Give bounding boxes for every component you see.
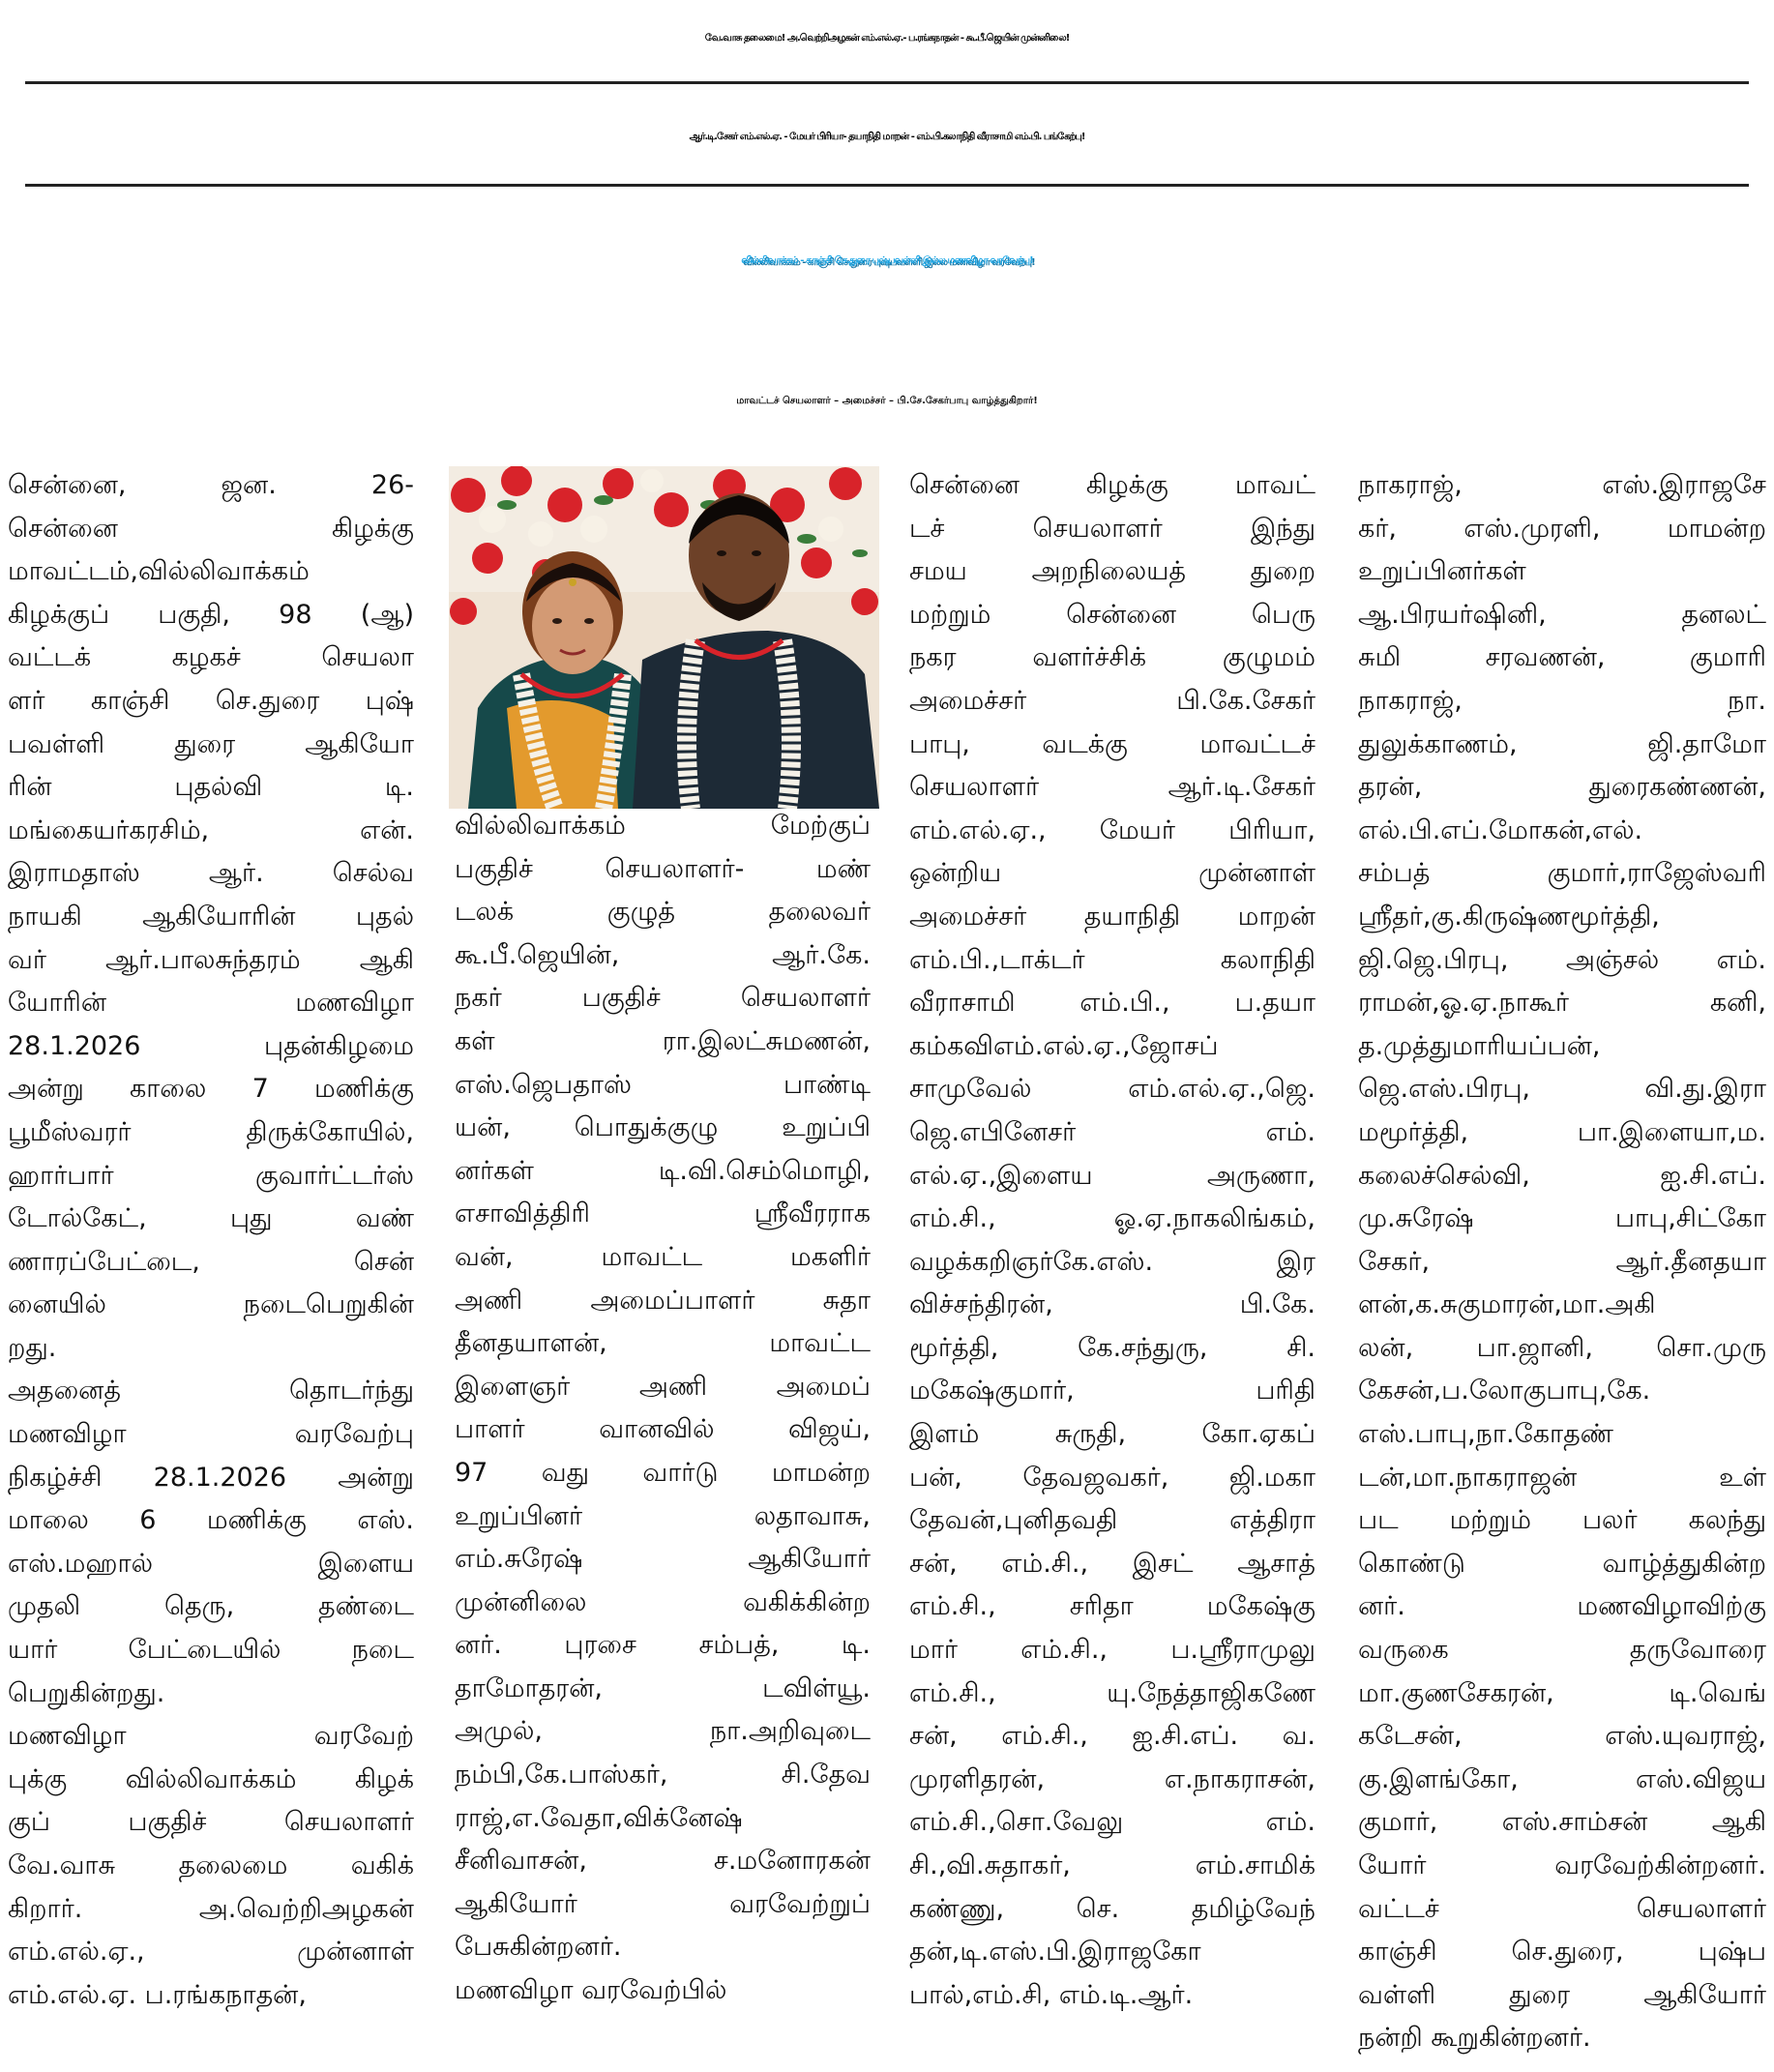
article-line: கம்கவிஎம்.எல்.ஏ.,ஜோசப் [909, 1030, 1219, 1061]
article-line: செயலாளர் ஆர்.டி.சேகர் [909, 772, 1316, 803]
article-line: மார் எம்.சி., ப.ஸ்ரீராமுலு [909, 1635, 1316, 1666]
article-line: பால்,எம்.சி, எம்.டி.ஆர். [909, 1979, 1194, 2010]
article-line: எம்.எல்.ஏ., முன்னாள் [8, 1937, 414, 1968]
couple-photo-illustration [449, 466, 879, 809]
article-line: எம்.சி., யு.நேத்தாஜிகணே [909, 1677, 1316, 1708]
article-line: 28.1.2026 புதன்கிழமை [8, 1030, 414, 1061]
article-line: நகர வளர்ச்சிக் குழுமம் [909, 642, 1316, 673]
article-line: வட்டச் செயலாளர் [1358, 1893, 1766, 1924]
article-line: பாபு, வடக்கு மாவட்டச் [909, 728, 1316, 759]
article-line: வர் ஆர்.பாலசுந்தரம் ஆகி [8, 944, 414, 975]
article-line: வள்ளி துரை ஆகியோர் [1358, 1979, 1766, 2010]
article-line: யோரின் மணவிழா [8, 988, 414, 1019]
kicker-line-2: ஆர்.டி.சேகர் எம்.எல்.ஏ. - மேயர் பிரியா- தயாநிதி மாறன் - எம்.பி.கலாநிதி வீராசாமி எம்.பி. பங்கேற்பு! [689, 132, 1085, 142]
article-line: அன்று காலை 7 மணிக்கு [8, 1074, 414, 1105]
article-line: மாலை 6 மணிக்கு எஸ். [8, 1505, 414, 1536]
article-line: விச்சந்திரன், பி.கே. [909, 1289, 1316, 1320]
article-line: ஆ.பிரயர்ஷினி, தனலட் [1358, 599, 1766, 630]
kicker-line-1: வே.வாசு தலைமை! அ.வெற்றிஅழகன் எம்.எல்.ஏ.- ப.ரங்கநாதன் - கூ.பீ.ஜெயின் முன்னிலை! [704, 33, 1070, 44]
article-line: அமைச்சர் தயாநிதி மாறன் [909, 901, 1316, 932]
article-line: எம்.சி., ஓ.ஏ.நாகலிங்கம், [909, 1203, 1316, 1234]
article-line: டச் செயலாளர் இந்து [909, 513, 1316, 544]
divider-rule [25, 184, 1749, 187]
article-line: யோர் வரவேற்கின்றனர். [1358, 1850, 1766, 1880]
article-line: ளன்,க.சுகுமாரன்,மா.அகி [1358, 1289, 1656, 1320]
article-line: றது. [8, 1332, 57, 1363]
article-line: முரளிதரன், எ.நாகராசன், [909, 1763, 1316, 1794]
article-line: த.முத்துமாரியப்பன், [1358, 1030, 1601, 1061]
article-line: உறுப்பினர்கள் [1358, 556, 1526, 587]
article-line: சேகர், ஆர்.தீனதயா [1358, 1246, 1766, 1277]
article-line: சீனிவாசன், ச.மனோரகன் [455, 1846, 871, 1877]
article-column-2 [455, 805, 871, 2062]
article-line: கிறார். அ.வெற்றிஅழகன் [8, 1893, 414, 1924]
article-line: கடேசன், எஸ்.யுவராஜ், [1358, 1721, 1766, 1752]
article-line: கூ.பீ.ஜெயின், ஆர்.கே. [455, 939, 871, 970]
article-line: எம்.சி., சரிதா மகேஷ்கு [909, 1591, 1316, 1622]
article-line: டோல்கேட், புது வண் [8, 1203, 414, 1234]
article-line: நிகழ்ச்சி 28.1.2026 அன்று [8, 1462, 414, 1493]
article-line: கர், எஸ்.முரளி, மாமன்ற [1358, 513, 1766, 544]
divider-rule [25, 81, 1749, 84]
article-line: நம்பி,கே.பாஸ்கர், சி.தேவ [455, 1760, 871, 1791]
article-line: ணாரப்பேட்டை, சென் [8, 1246, 414, 1277]
article-line: மகேஷ்குமார், பரிதி [909, 1376, 1316, 1406]
article-line: அமைச்சர் பி.கே.சேகர் [909, 685, 1316, 716]
article-line: சமய அறநிலையத் துறை [909, 556, 1316, 587]
article-line: தன்,டி.எஸ்.பி.இராஜகோ [909, 1937, 1201, 1968]
article-line: நாகராஜ், நா. [1358, 685, 1766, 716]
article-line: எம்.சுரேஷ் ஆகியோர் [455, 1544, 871, 1575]
article-line: னர்கள் டி.வி.செம்மொழி, [455, 1155, 871, 1186]
article-line: தீனதயாளன், மாவட்ட [455, 1328, 871, 1359]
article-line: வே.வாசு தலைமை வகிக் [8, 1850, 414, 1880]
article-line: கலைச்செல்வி, ஐ.சி.எப். [1358, 1160, 1766, 1191]
article-line: நகர் பகுதிச் செயலாளர் [455, 983, 871, 1014]
article-line: பட மற்றும் பலர் கலந்து [1358, 1505, 1766, 1536]
article-line: ளர் காஞ்சி செ.துரை புஷ் [8, 685, 414, 716]
article-line: எல்.ஏ.,இளைய அருணா, [909, 1160, 1316, 1191]
article-line: அணி அமைப்பாளர் சுதா [455, 1285, 871, 1316]
article-line: மு.சுரேஷ் பாபு,சிட்கோ [1358, 1203, 1766, 1234]
article-line: தரன், துரைகண்ணன், [1358, 772, 1766, 803]
article-line: முதலி தெரு, தண்டை [8, 1591, 414, 1622]
article-line: இளம் சுருதி, கோ.ஏகப் [909, 1419, 1316, 1450]
article-line: சென்னை கிழக்கு மாவட் [909, 470, 1316, 500]
article-line: குப் பகுதிச் செயலாளர் [8, 1807, 414, 1838]
article-line: சென்னை, ஜன. 26- [8, 470, 414, 500]
article-line: எஸ்.ஜெபதாஸ் பாண்டி [455, 1069, 871, 1100]
article-line: ஸ்ரீதர்,கு.கிருஷ்ணமூர்த்தி, [1358, 901, 1660, 932]
article-line: எம்.சி.,சொ.வேலு எம். [909, 1807, 1316, 1838]
article-line: வருகை தருவோரை [1358, 1635, 1766, 1666]
article-line: னர். புரசை சம்பத், டி. [455, 1630, 871, 1661]
article-column-4 [1358, 464, 1766, 2060]
article-line: ஒன்றிய முன்னாள் [909, 858, 1316, 889]
article-column-3 [909, 464, 1316, 2060]
article-line: சாமுவேல் எம்.எல்.ஏ.,ஜெ. [909, 1074, 1316, 1105]
article-line: அமுல், நா.அறிவுடை [455, 1716, 871, 1747]
article-line: டன்,மா.நாகராஜன் உள் [1358, 1462, 1766, 1493]
article-line: மணவிழா வரவேற்பு [8, 1419, 414, 1450]
headline: வில்லிவாக்கம் - காஞ்சி செ.துரை புஷ்பவள்ளி இல்ல மணவிழா வரவேற்பு! [741, 255, 1033, 266]
article-line: பகுதிச் செயலாளர்- மண் [455, 853, 871, 884]
article-line: னர். மணவிழாவிற்கு [1358, 1591, 1766, 1622]
article-line: கண்ணு, செ. தமிழ்வேந் [909, 1893, 1316, 1924]
article-line: முன்னிலை வகிக்கின்ற [455, 1586, 871, 1617]
article-line: ஆகியோர் வரவேற்றுப் [455, 1888, 871, 1919]
article-line: சன், எம்.சி., இசட் ஆசாத் [909, 1548, 1316, 1579]
article-line: எம்.எல்.ஏ. ப.ரங்கநாதன், [8, 1979, 307, 2010]
article-line: ஜெ.எபினேசர் எம். [909, 1116, 1316, 1147]
article-line: ராமன்,ஓ.ஏ.நாகூர் கனி, [1358, 988, 1766, 1019]
article-line: சுமி சரவணன், குமாரி [1358, 642, 1766, 673]
article-line: மணவிழா வரவேற் [8, 1721, 414, 1752]
article-line: இராமதாஸ் ஆர். செல்வ [8, 858, 414, 889]
article-line: 97 வது வார்டு மாமன்ற [455, 1457, 871, 1488]
article-line: சி.,வி.சுதாகர், எம்.சாமிக் [909, 1850, 1316, 1880]
article-line: பெறுகின்றது. [8, 1677, 165, 1708]
article-line: புக்கு வில்லிவாக்கம் கிழக் [8, 1763, 414, 1794]
article-line: எசாவித்திரி ஸ்ரீவீரராக [455, 1199, 871, 1229]
article-line: கள் ரா.இலட்சுமணன், [455, 1025, 871, 1056]
article-line: சன், எம்.சி., ஐ.சி.எப். வ. [909, 1721, 1316, 1752]
article-line: வழக்கறிஞர்கே.எஸ். இர [909, 1246, 1316, 1277]
article-line: இளைஞர் அணி அமைப் [455, 1371, 871, 1402]
article-line: பாளர் வானவில் விஜய், [455, 1414, 871, 1445]
article-line: யார் பேட்டையில் நடை [8, 1635, 414, 1666]
article-line: கு.இளங்கோ, எஸ்.விஜய [1358, 1763, 1766, 1794]
article-line: மாவட்டம்,வில்லிவாக்கம் [8, 556, 310, 587]
article-line: மா.குணசேகரன், டி.வெங் [1358, 1677, 1766, 1708]
article-line: நன்றி கூறுகின்றனர். [1358, 2023, 1591, 2054]
article-line: மற்றும் சென்னை பெரு [909, 599, 1316, 630]
article-line: கொண்டு வாழ்த்துகின்ற [1358, 1548, 1766, 1579]
article-line: பன், தேவஜவகர், ஜி.மகா [909, 1462, 1316, 1493]
article-line: நாகராஜ், எஸ்.இராஜசே [1358, 470, 1766, 500]
article-line: ஜி.ஜெ.பிரபு, அஞ்சல் எம். [1358, 944, 1766, 975]
article-line: பூமீஸ்வரர் திருக்கோயில், [8, 1116, 414, 1147]
article-line: வீராசாமி எம்.பி., ப.தயா [909, 988, 1316, 1019]
article-line: சம்பத் குமார்,ராஜேஸ்வரி [1358, 858, 1766, 889]
article-line: மமூர்த்தி, பா.இளையா,ம. [1358, 1116, 1766, 1147]
article-line: ஜெ.எஸ்.பிரபு, வி.து.இரா [1358, 1074, 1766, 1105]
article-line: எம்.எல்.ஏ., மேயர் பிரியா, [909, 814, 1316, 845]
article-line: எஸ்.பாபு,நா.கோதண் [1358, 1419, 1614, 1450]
article-line: தேவன்,புனிதவதி எத்திரா [909, 1505, 1316, 1536]
article-line: ஹார்பார் குவார்ட்டர்ஸ் [8, 1160, 414, 1191]
article-line: ராஜ்,எ.வேதா,விக்னேஷ் [455, 1802, 743, 1833]
article-line: னையில் நடைபெறுகின் [8, 1289, 414, 1320]
article-line: எல்.பி.எப்.மோகன்,எல். [1358, 814, 1643, 845]
article-line: வன், மாவட்ட மகளிர் [455, 1241, 871, 1272]
article-line: துலுக்காணம், ஜி.தாமோ [1358, 728, 1766, 759]
article-line: சென்னை கிழக்கு [8, 513, 414, 544]
article-line: தாமோதரன், டவிள்யூ. [455, 1672, 871, 1703]
article-line: யன், பொதுக்குழு உறுப்பி [455, 1112, 871, 1143]
article-line: எம்.பி.,டாக்டர் கலாநிதி [909, 944, 1316, 975]
article-column-1 [8, 464, 414, 2060]
article-line: கிழக்குப் பகுதி, 98 (ஆ) [8, 599, 414, 630]
article-line: மணவிழா வரவேற்பில் [455, 1975, 727, 2006]
article-line: உறுப்பினர் லதாவாசு, [455, 1500, 871, 1531]
article-line: நாயகி ஆகியோரின் புதல் [8, 901, 414, 932]
article-line: எஸ்.மஹால் இளைய [8, 1548, 414, 1579]
article-line: லன், பா.ஜானி, சொ.முரு [1358, 1332, 1766, 1363]
article-line: கேசன்,ப.லோகுபாபு,கே. [1358, 1376, 1651, 1406]
couple-photo [449, 466, 879, 809]
article-line: பேசுகின்றனர். [455, 1932, 622, 1963]
article-line: காஞ்சி செ.துரை, புஷ்ப [1358, 1937, 1766, 1968]
article-line: குமார், எஸ்.சாம்சன் ஆகி [1358, 1807, 1766, 1838]
article-line: ரின் புதல்வி டி. [8, 772, 414, 803]
article-line: பவள்ளி துரை ஆகியோ [8, 728, 414, 759]
article-line: அதனைத் தொடர்ந்து [8, 1376, 414, 1406]
article-line: வட்டக் கழகச் செயலா [8, 642, 414, 673]
article-line: மூர்த்தி, கே.சந்துரு, சி. [909, 1332, 1316, 1363]
article-line: மங்கையர்கரசிம், என். [8, 814, 414, 845]
article-line: டலக் குழுத் தலைவர் [455, 897, 871, 928]
subheadline: மாவட்டச் செயலாளர் – அமைச்சர் – பி.சே.சேகர்பாபு வாழ்த்துகிறார்! [736, 396, 1038, 406]
article-line: வில்லிவாக்கம் மேற்குப் [455, 811, 871, 841]
